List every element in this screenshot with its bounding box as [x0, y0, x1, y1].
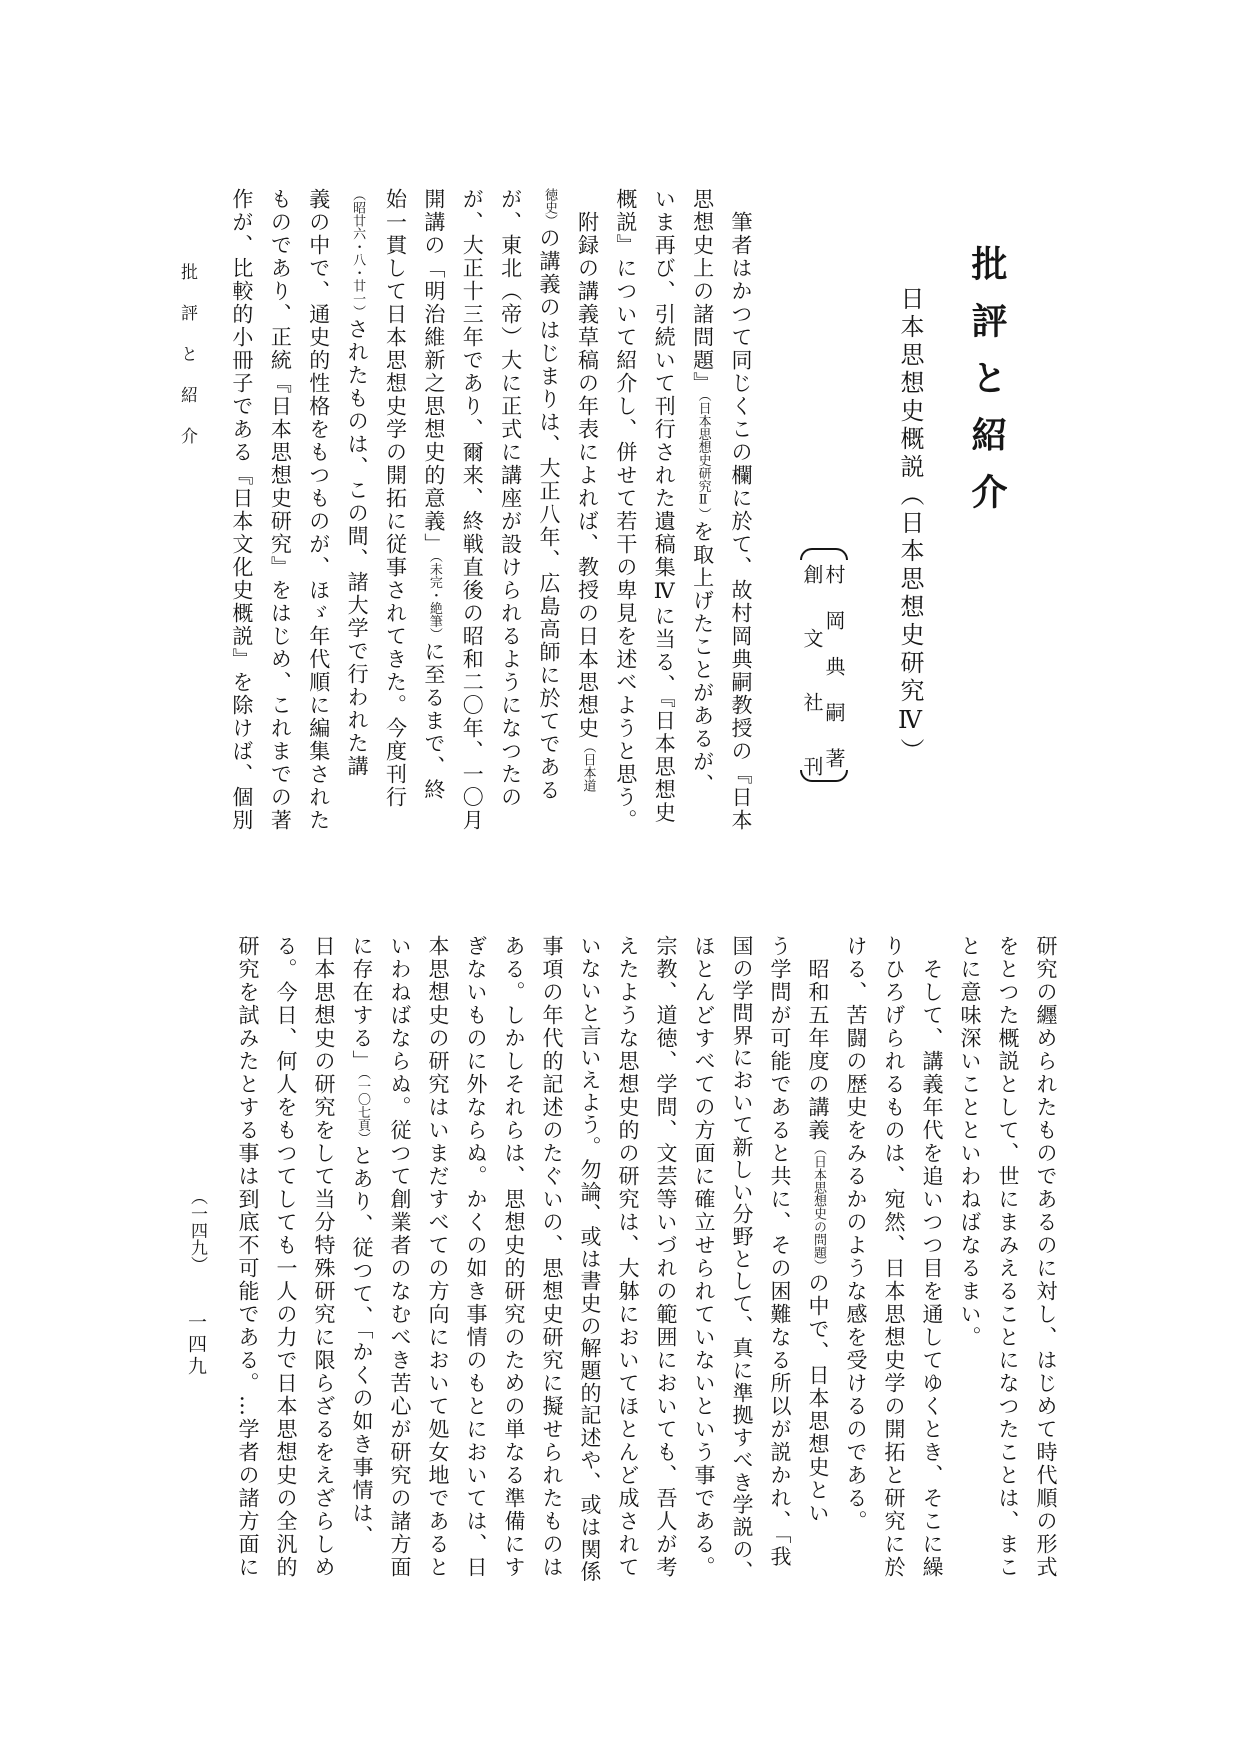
inline-annotation: （昭廿六・八・廿一） — [350, 188, 366, 318]
text-segment: いないと言いえよう。勿論、或は書史の解題的記述や、或は関係 — [578, 935, 602, 1583]
text-column — [381, 935, 419, 1583]
text-column — [571, 935, 609, 1583]
text-segment: をとつた概説として、世にまみえることになつたことは、まこ — [996, 935, 1020, 1579]
text-column — [261, 188, 299, 836]
open-paren-arc — [800, 548, 848, 560]
text-segment: を取上げたことがあるが、 — [690, 520, 715, 797]
text-segment: ある。しかしそれらは、思想史的研究のための単なる準備にす — [502, 935, 526, 1579]
inline-annotation: （日本思想史の問題） — [811, 1142, 826, 1272]
text-column — [685, 935, 723, 1583]
text-segment: 宗教、道徳、学問、文芸等いづれの範囲においても、吾人が考 — [654, 935, 678, 1579]
text-segment: 本思想史の研究はいまだすべての方向において処女地であると — [426, 935, 450, 1579]
text-column — [343, 935, 381, 1583]
text-column — [1027, 935, 1065, 1583]
text-segment: 始一貫して日本思想史学の開拓に従事されてきた。今度刊行 — [383, 188, 408, 809]
text-column — [647, 935, 685, 1583]
text-column — [645, 188, 683, 836]
text-segment: 概説』について紹介し、併せて若干の卑見を述べようと思う。 — [613, 188, 638, 832]
text-column — [951, 935, 989, 1583]
text-segment: いま再び、引続いて刊行された遺稿集Ⅳに当る、『日本思想史 — [652, 188, 677, 825]
text-column — [761, 935, 799, 1583]
text-segment: されたものは、この間、諸大学で行われた講 — [345, 318, 370, 778]
text-column — [533, 935, 571, 1583]
text-segment: 開講の「明治維新之思想史的意義」 — [421, 188, 446, 556]
text-segment: いわねばならぬ。従つて創業者のなむべき苦心が研究の諸方面 — [388, 935, 412, 1579]
text-column — [837, 935, 875, 1583]
text-column — [799, 935, 837, 1583]
text-segment: の講義のはじまりは、大正八年、広島高師に於てである — [537, 227, 562, 802]
text-segment: りひろげられるものは、宛然、日本思想史学の開拓と研究に於 — [882, 935, 906, 1579]
text-column — [875, 935, 913, 1583]
running-head: 批評と紹介 — [177, 263, 197, 468]
section-title: 批評と紹介 — [966, 245, 1008, 530]
text-column — [299, 188, 337, 836]
text-segment: ける、苦闘の歴史をみるかのような感を受けるのである。 — [844, 935, 868, 1533]
page-number: 一四九 — [185, 1312, 207, 1378]
author-name: 村岡典嗣著 — [822, 564, 846, 794]
inline-annotation: 徳史） — [542, 188, 558, 227]
text-column — [453, 188, 491, 836]
text-segment: 筆者はかつて同じくこの欄に於て、故村岡典嗣教授の『日本 — [729, 188, 753, 832]
text-column — [913, 935, 951, 1583]
text-column — [609, 935, 647, 1583]
inline-annotation: （日本思想史研究Ⅱ） — [695, 395, 711, 521]
text-column — [457, 935, 495, 1583]
text-segment: の中で、日本思想史とい — [806, 1272, 830, 1525]
text-segment: が、東北（帝）大に正式に講座が設けられるようになつたの — [498, 188, 523, 809]
book-title: 日本思想史概説（日本思想史研究Ⅳ） — [896, 286, 924, 766]
text-segment: 附録の講義草稿の年表によれば、教授の日本思想史 — [575, 188, 600, 740]
inline-annotation: （一〇七頁） — [355, 1073, 370, 1145]
text-column — [414, 188, 452, 836]
text-segment: えたような思想史的の研究は、大躰においてほとんど成されて — [616, 935, 640, 1579]
text-segment: ほとんどすべての方面に確立せられていないという事である。 — [692, 935, 716, 1579]
text-segment: に存在する」 — [350, 935, 374, 1073]
text-segment: う学問が可能であると共に、その困難なる所以が説かれ、「我 — [768, 935, 792, 1569]
text-column — [683, 188, 721, 836]
publisher-name: 創文社刊 — [800, 564, 824, 820]
text-column — [722, 188, 760, 836]
page-number-parenthesized: （一四九） — [187, 1188, 207, 1273]
text-segment: る。今日、何人をもつてしても一人の力で日本思想史の全汎的 — [274, 935, 298, 1579]
body-text-upper — [222, 188, 760, 836]
inline-annotation: （未完・絶筆） — [426, 556, 442, 641]
text-segment: 研究を試みたとする事は到底不可能である。…学者の諸方面に — [236, 935, 260, 1579]
text-segment: 国の学問界において新しい分野として、真に準拠すべき学説の、 — [730, 935, 754, 1583]
author-publisher-block — [798, 548, 848, 820]
text-segment: とあり、従つて、「かくの如き事情は、 — [350, 1144, 374, 1548]
inline-annotation: （日本道 — [580, 740, 596, 792]
text-segment: 作が、比較的小冊子である『日本文化史概説』を除けば、個別 — [229, 188, 254, 832]
text-column — [229, 935, 267, 1583]
body-text-lower — [229, 935, 1065, 1583]
text-column — [419, 935, 457, 1583]
text-column — [568, 188, 606, 836]
text-column — [223, 188, 261, 836]
text-segment: そして、講義年代を追いつつ目を通してゆくとき、そこに繰 — [920, 935, 944, 1579]
text-column — [267, 935, 305, 1583]
text-segment: に至るまで、終 — [421, 640, 446, 802]
text-column — [606, 188, 644, 836]
text-column — [338, 188, 376, 836]
text-column — [495, 935, 533, 1583]
text-column — [305, 935, 343, 1583]
text-segment: 思想史上の諸問題』 — [690, 188, 715, 395]
text-column — [989, 935, 1027, 1583]
text-column — [491, 188, 529, 836]
text-segment: 研究の纒められたものであるのに対し、はじめて時代順の形式 — [1034, 935, 1058, 1579]
text-segment: が、大正十三年であり、爾来、終戦直後の昭和二〇年、一〇月 — [460, 188, 485, 832]
text-segment: ぎないものに外ならぬ。かくの如き事情のもとにおいては、日 — [464, 935, 488, 1579]
text-column — [530, 188, 568, 836]
text-segment: 事項の年代的記述のたぐいの、思想史研究に擬せられたものは — [540, 935, 564, 1579]
text-column — [376, 188, 414, 836]
text-column — [723, 935, 761, 1583]
text-segment: 義の中で、通史的性格をもつものが、ほゞ年代順に編集された — [306, 188, 331, 832]
text-segment: ものであり、正統『日本思想史研究』をはじめ、これまでの著 — [268, 188, 293, 832]
text-segment: 日本思想史の研究をして当分特殊研究に限らざるをえざらしめ — [312, 935, 336, 1579]
text-segment: とに意味深いことといわねばなるまい。 — [958, 935, 982, 1349]
close-paren-arc — [800, 770, 848, 782]
text-segment: 昭和五年度の講義 — [806, 935, 830, 1142]
